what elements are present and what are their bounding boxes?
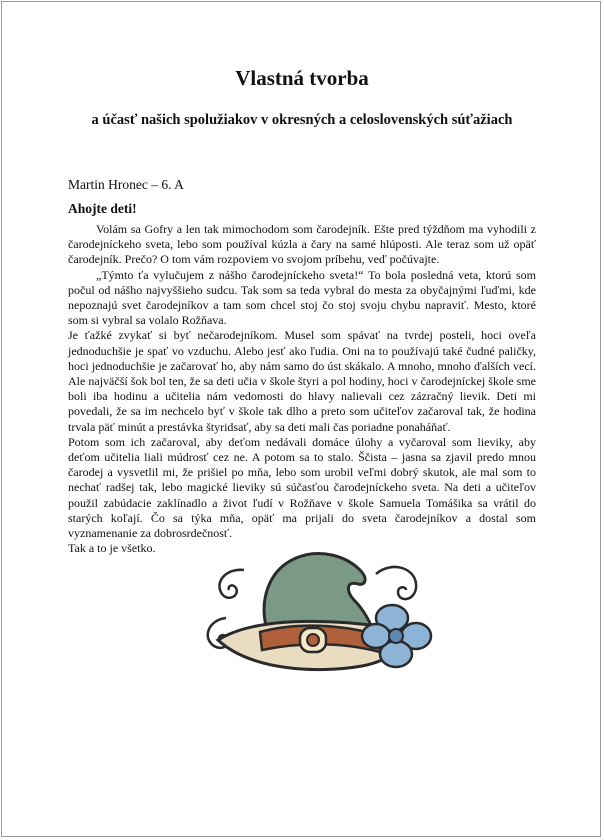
story-paragraph: Potom som ich začaroval, aby deťom nedávali domáce úlohy a vyčaroval som lieviky, aby deťom učitelia liali múdrosť cez ne. A potom sa to stalo. Ščista – jasna sa zjavil predo mnou čarodej a vysvetlil mi, že prišiel po mňa, lebo som urobil veľmi dobrý skutok, ale mal som to nechať radšej tak, lebo magické lieviky sú súčasťou čarodejníckeho sveta. Na deti a učiteľov použil zabúdacie zaklínadlo a život ľudí v Rožňave v škole Samuela Tomášika sa vrátil do starých koľají. Čo sa týka mňa, opäť ma prijali do sveta čarodejníkov a dostal som vyznamenanie za dobrosrdečnosť. (68, 434, 536, 541)
wizard-hat-clipart-icon (196, 548, 436, 683)
story-body (68, 222, 536, 556)
page-subtitle: a účasť našich spolužiakov v okresných a celoslovenských súťažiach (91, 112, 513, 128)
story-paragraph: Tak a to je všetko. (68, 541, 156, 556)
greeting: Ahojte deti! (68, 201, 137, 216)
story-paragraph: Je ťažké zvykať si byť nečarodejníkom. Musel som spávať na tvrdej posteli, hoci oveľa jednoduchšie je spať vo vzduchu. Alebo jesť ako ľudia. Oni na to používajú také čudné paličky, hoci jednoduchšie je začarovať ho, aby nám samo do úst skákalo. A mnoho, mnoho ďalších vecí. Ale najväčší šok bol ten, že sa deti učia v škole štyri a pol hodiny, hoci v čarodejníckej škole sme boli iba hodinu a učitelia nám vedomosti do hlavy nalievali cez zázračný lievik. Deti mi povedali, že sa im nechcelo byť v škole tak dlho a preto som učiteľov začaroval tak, že hodina trvala päť minút a prestávka štyridsať, aby sa deti mali čas poriadne ponaháňať. (68, 328, 536, 434)
page-title: Vlastná tvorba (235, 66, 369, 90)
author-line: Martin Hronec – 6. A (68, 177, 184, 192)
story-paragraph: „Týmto ťa vylučujem z nášho čarodejníckeho sveta!“ To bola posledná veta, ktorú som počul od nášho najvyššieho sudcu. Tak som sa teda vybral do mesta za obyčajnými ľuďmi, kde nepoznajú svet čarodejníkov a tam som chcel stoj čo stoj svoju chybu napraviť. Mesto, ktoré som si vybral sa volalo Rožňava. (68, 267, 536, 328)
story-paragraph: Volám sa Gofry a len tak mimochodom som čarodejník. Ešte pred týždňom ma vyhodili z čarodejníckeho sveta, lebo som používal kúzla a čary na samé hlúposti. Ale teraz som už opäť čarodejník. Prečo? O tom vám rozpoviem vo svojom príbehu, veď počúvajte. (68, 222, 536, 267)
